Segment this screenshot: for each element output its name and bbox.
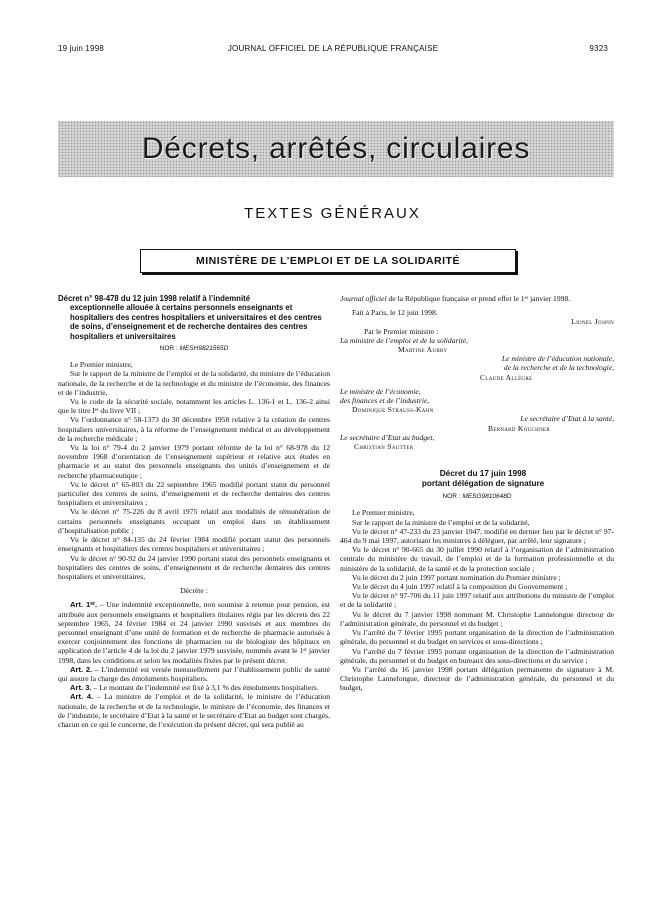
- decree2-para: Vu le décret du 4 juin 1997 relatif à la composition du Gouvernement ;: [352, 582, 568, 592]
- decree1-para: Vu le décret n° 90-92 du 24 janvier 1990 portant statut des personnels enseignants et hospitaliers des centres de soins, d’enseignement et de recherche dentaires des centres hospitaliers et universitaires,: [58, 553, 330, 581]
- decree2-nor-code: MESG9810648D: [462, 493, 512, 501]
- decree1-article-1: [58, 600, 330, 664]
- decree2-para: Vu le décret n° 47-233 du 23 janvier 1947, modifié en dernier lieu par le décret n° 97-464 du 9 mai 1997, autorisant les ministres à déléguer, par arrêté, leur signature ;: [340, 526, 614, 546]
- decree2-para: Vu le décret du 7 janvier 1998 nommant M. Christophe Lannelongue directeur de l’administration générale, du personnel et du budget ;: [340, 609, 614, 628]
- decree2-para: Le Premier ministre,: [352, 508, 415, 518]
- art4-end: de la République française et prend effet le 1ᵉʳ janvier 1998.: [386, 294, 571, 303]
- sig2-title-2: de la recherche et de la technologie,: [503, 363, 614, 373]
- decree1-para: Vu le décret n° 65-803 du 22 septembre 1965 modifié portant statut du personnel particulier des centres de soins, d’enseignement et de recherche dentaires des centres hospitaliers et universitaires ;: [58, 479, 330, 508]
- sig3-title-2: des finances et de l’industrie,: [340, 396, 430, 406]
- decree1-para: Le Premier ministre,: [70, 360, 133, 370]
- sig1-name: Martine Aubry: [398, 345, 448, 355]
- running-header: [58, 44, 608, 56]
- decree2-title-1: Décret du 17 juin 1998: [439, 469, 527, 479]
- art3-label: Art. 3.: [70, 683, 92, 693]
- sig2-title-1: Le ministre de l’éducation nationale,: [501, 354, 614, 364]
- decree2-para: Vu le décret n° 90-665 du 30 juillet 1990 relatif à l’organisation de l’administration centrale du ministère du travail, de l’emploi et de la formation professionnelle et du ministère de la solidarité, de la santé et de la protection sociale ;: [340, 545, 614, 573]
- art2-text: – L’indemnité est versée mensuellement par l’établissement public de santé qui assure la charge des émoluments hospitaliers.: [58, 664, 330, 683]
- decree1-para: Vu l’ordonnance n° 58-1373 du 30 décembre 1958 relative à la création de centres hospitaliers universitaires, à la réforme de l’enseignement médical et au développement de la recherche médicale ;: [58, 415, 330, 443]
- decree2-nor: [340, 492, 614, 501]
- banner-title: Décrets, arrêtés, circulaires: [141, 132, 531, 165]
- decree2-para: Sur le rapport de la ministre de l’emploi et de la solidarité,: [352, 517, 530, 527]
- sig5-name: Christian Sautter: [354, 442, 414, 452]
- sig3-title-1: Le ministre de l’économie,: [340, 386, 421, 396]
- art4-text: – La ministre de l’emploi et de la solidarité, le ministre de l’éducation nationale, de la recherche et de la technologie, le ministre de l’économie, des finances et de l’industrie, le secrétaire d’Etat à la santé et le secrétaire d’Etat au budget sont chargés, chacun en ce qui le concerne, de l’exécution du présent décret, qui sera publié au: [58, 692, 330, 729]
- decree1-title-line1: Décret n° 98-478 du 12 juin 1998 relatif à l’indemnité: [58, 294, 251, 303]
- decree2-para: Vu l’arrêté du 7 février 1995 portant organisation de la direction de l’administration générale, du personnel et du budget en bureaux des sous-directions et du service ;: [340, 646, 614, 665]
- header-date: 19 juin 1998: [58, 44, 104, 53]
- decree1-para: Vu le décret n° 84-135 du 24 février 1984 modifié portant statut des personnels enseignants et hospitaliers des centres hospitaliers et universitaires ;: [58, 535, 330, 554]
- art1-label: Art. 1ᵉʳ.: [70, 600, 98, 610]
- ministry-title: MINISTÈRE DE L’EMPLOI ET DE LA SOLIDARITÉ: [196, 255, 460, 267]
- decree1-article-2: [58, 665, 330, 683]
- art2-label: Art. 2.: [70, 664, 93, 674]
- sig3-name: Dominique Strauss-Kahn: [352, 405, 434, 415]
- decree1-para: Sur le rapport de la ministre de l’emploi et de la solidarité, du ministre de l’éducation nationale, de la recherche et de la technologie et du ministre de l’économie, des finances et de l’industrie,: [58, 369, 330, 397]
- decree1-nor-label: NOR :: [159, 345, 178, 353]
- decree2-para: Vu le décret du 2 juin 1997 portant nomination du Premier ministre ;: [352, 572, 561, 582]
- section-banner: [58, 121, 614, 177]
- decree1-decrete: Décrète :: [180, 586, 208, 596]
- art4-journal: Journal officiel: [340, 294, 387, 303]
- right-column: [340, 294, 614, 693]
- art1-text: – Une indemnité exceptionnelle, non soumise à retenue pour pension, est attribuée aux personnels enseignants et hospitaliers titulaires régis par les décrets des 22 septembre 1965, 24 février 1984 et 24 janvier 1990 susvisés et aux membres du personnel enseignant d’une unité de formation et de recherche de pharmacie autorisés à exercer conjointement des fonctions de pharmacien ou de biologiste des hôpitaux en application de l’article 4 de la loi du 2 janvier 1979 susvisée, nommés avant le 1ᵉʳ janvier 1998, dans les conditions et selon les modalités fixées par le présent décret.: [58, 600, 330, 665]
- header-journal-title: JOURNAL OFFICIEL DE LA RÉPUBLIQUE FRANÇAISE: [227, 44, 439, 53]
- art3-text: – Le montant de l’indemnité est fixé à 3,1 % des émoluments hospitaliers.: [91, 683, 319, 693]
- decree1-nor: [58, 344, 330, 353]
- decree2-title-2: portant délégation de signature: [421, 479, 545, 489]
- sig5-title: Le secrétaire d’Etat au budget,: [340, 432, 435, 442]
- decree1-article-3: [58, 683, 330, 692]
- decree1-article-4: [58, 692, 330, 729]
- left-column: [58, 294, 330, 729]
- decree1-para: Vu le décret n° 75-226 du 8 avril 1975 relatif aux modalités de rémunération de certains personnels enseignants occupant un emploi dans un établissement d’hospitalisation public ;: [58, 507, 330, 535]
- decree1-para: Vu le code de la sécurité sociale, notamment les articles L. 136-1 et L. 136-2 ainsi que le titre Iᵉʳ du livre VII ;: [58, 397, 330, 416]
- decree1-par: Par le Premier ministre :: [364, 326, 439, 336]
- decree1-title-rest: exceptionnelle allouée à certains personnels enseignants et hospitaliers des centres hospitaliers et universitaires et des centres de soins, d’enseignement et de recherche dentaires des centres hospitaliers et universitaires: [70, 303, 322, 341]
- decree2-para: Vu l’arrêté du 7 février 1995 portant organisation de la direction de l’administration générale, du personnel et du budget en services et sous-directions ;: [340, 628, 614, 647]
- decree1-para: Vu la loi n° 79-4 du 2 janvier 1979 portant réforme de la loi n° 68-978 du 12 novembre 1968 d’orientation de l’enseignement supérieur et relative aux études en pharmacie et au statut des personnels enseignants des unités d’enseignement et de recherche pharmaceutique ;: [58, 443, 330, 480]
- sig4-title: Le secrétaire d’Etat à la santé,: [520, 414, 614, 424]
- decree1-nor-code: MESH9821565D: [179, 345, 229, 353]
- sig4-name: Bernard Kouchner: [488, 423, 550, 433]
- decree1-signer: Lionel Jospin: [571, 317, 614, 327]
- decree1-place-date: Fait à Paris, le 12 juin 1998.: [352, 308, 438, 318]
- ministry-box: [140, 249, 516, 273]
- section-title: TEXTES GÉNÉRAUX: [244, 205, 421, 222]
- sig1-title: La ministre de l’emploi et de la solidarité,: [340, 335, 468, 345]
- sig2-name: Claude Allègre: [480, 372, 533, 382]
- decree1-title: [58, 294, 330, 341]
- art4-label: Art. 4.: [70, 692, 94, 702]
- header-page-number: 9323: [589, 44, 608, 53]
- decree2-para: Vu le décret n° 97-706 du 11 juin 1997 relatif aux attributions du ministre de l’emploi et de la solidarité ;: [340, 591, 614, 610]
- decree2-nor-label: NOR :: [442, 493, 461, 501]
- art4-continuation: [340, 294, 614, 303]
- decree2-para: Vu l’arrêté du 16 janvier 1998 portant délégation permanente de signature à M. Christophe Lannelongue, directeur de l’administration générale, du personnel et du budget,: [340, 664, 614, 693]
